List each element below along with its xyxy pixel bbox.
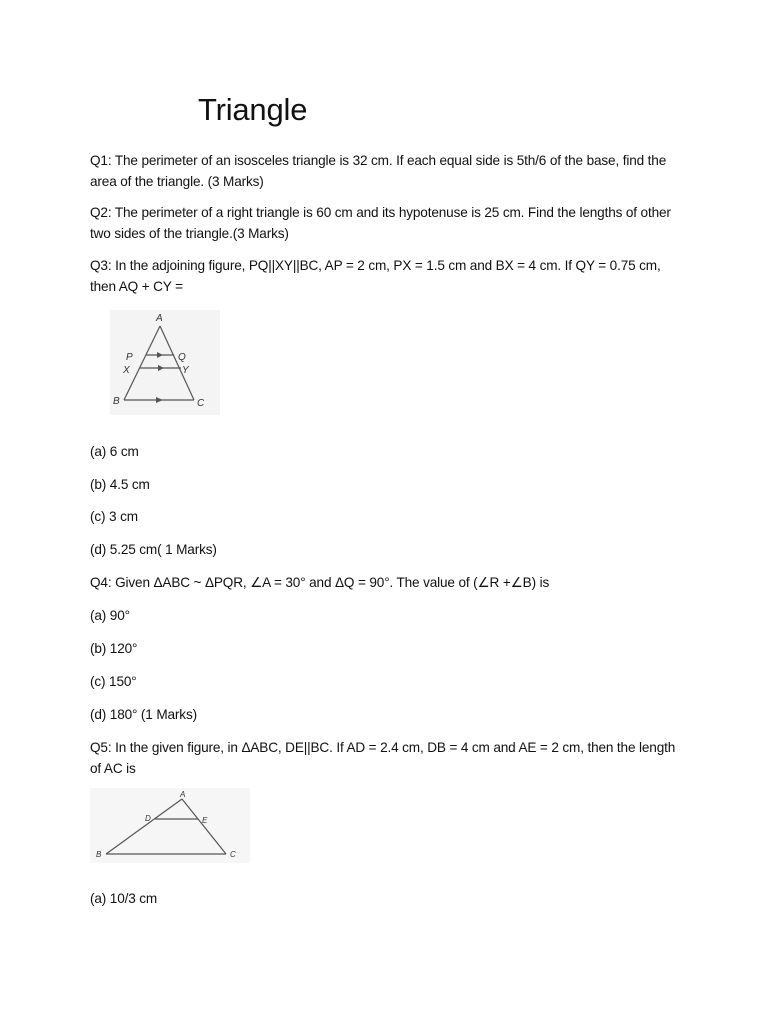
- q4-option-c: (c) 150°: [90, 674, 137, 689]
- q3-option-b: (b) 4.5 cm: [90, 477, 150, 492]
- figure-q3-label-a: A: [156, 313, 163, 324]
- figure-q3-label-y: Y: [182, 365, 189, 376]
- q3-option-d: (d) 5.25 cm( 1 Marks): [90, 542, 217, 557]
- figure-q5-label-a: A: [180, 790, 186, 799]
- question-1: Q1: The perimeter of an isosceles triangle is 32 cm. If each equal side is 5th/6 of the base, find the area of the triangle. (3 Marks): [90, 153, 667, 189]
- question-5: Q5: In the given figure, in ΔABC, DE||BC. If AD = 2.4 cm, DB = 4 cm and AE = 2 cm, then the length of AC is: [90, 740, 676, 776]
- figure-q5-triangle: [90, 788, 250, 863]
- figure-q5-label-c: C: [230, 850, 236, 859]
- q3-option-c: (c) 3 cm: [90, 509, 138, 524]
- figure-q3-label-b: B: [113, 396, 120, 407]
- figure-q5-label-e: E: [202, 816, 208, 825]
- q4-option-b: (b) 120°: [90, 641, 138, 656]
- figure-q3-triangle: [110, 310, 220, 415]
- figure-q3-label-p: P: [126, 352, 133, 363]
- q3-option-a: (a) 6 cm: [90, 444, 139, 459]
- figure-q3-label-x: X: [123, 365, 130, 376]
- figure-q3-label-q: Q: [178, 352, 186, 363]
- figure-q5-background: [90, 788, 250, 863]
- figure-q5-label-b: B: [96, 850, 102, 859]
- q5-option-a: (a) 10/3 cm: [90, 891, 158, 906]
- figure-q5-label-d: D: [145, 814, 151, 823]
- page-title: Triangle: [198, 92, 308, 127]
- figure-q5-svg: [90, 788, 250, 863]
- q4-option-a: (a) 90°: [90, 608, 130, 623]
- question-2: Q2: The perimeter of a right triangle is 60 cm and its hypotenuse is 25 cm. Find the lengths of other two sides of the triangle.(3 Marks): [90, 205, 671, 241]
- figure-q3-svg: [110, 310, 220, 415]
- q4-option-d: (d) 180° (1 Marks): [90, 707, 197, 722]
- figure-q3-label-c: C: [197, 398, 205, 409]
- question-4: Q4: Given ΔABC ~ ΔPQR, ∠A = 30° and ΔQ = 90°. The value of (∠R +∠B) is: [90, 575, 550, 590]
- question-3: Q3: In the adjoining figure, PQ||XY||BC, AP = 2 cm, PX = 1.5 cm and BX = 4 cm. If QY = 0.75 cm, then AQ + CY =: [90, 258, 661, 294]
